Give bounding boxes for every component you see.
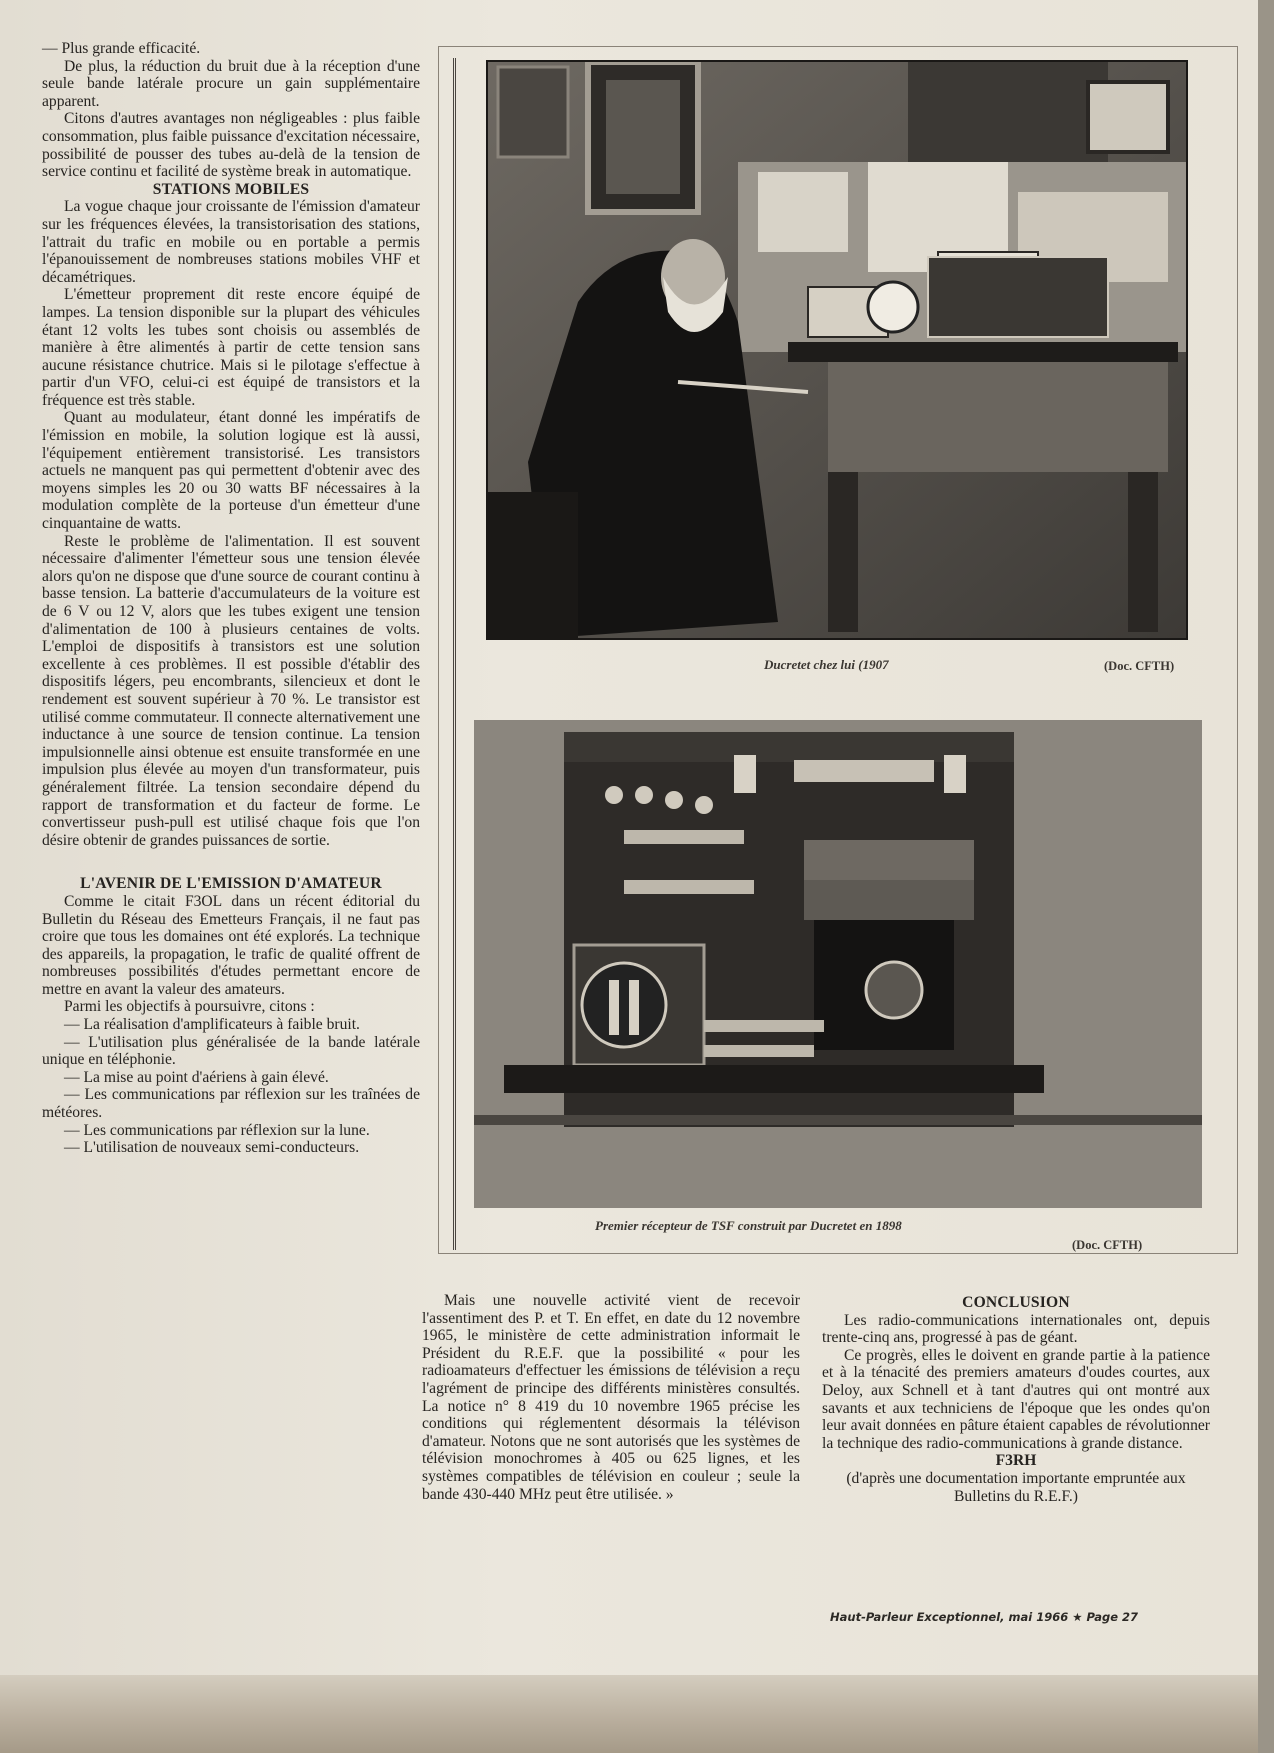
right-column (822, 1294, 1210, 1505)
heading-avenir: L'AVENIR DE L'EMISSION D'AMATEUR (80, 875, 382, 893)
heading-stations-mobiles: STATIONS MOBILES (152, 180, 310, 198)
objective-item: — Les communications par réflexion sur la lune. (64, 1121, 370, 1139)
conclusion-paragraph-2: Ce progrès, elles le doivent en grande partie à la patience et à la ténacité des premiers amateurs d'oudes courtes, aux Deloy, aux Schnell et à tant d'autres qui ont montré aux savants et aux techniciens de l'époque que les ondes qu'on leur avait données en pâture étaient capables de révolutionner la technique des radio-communications à grande distance. (822, 1346, 1210, 1452)
photo-receiver-illustration (474, 720, 1202, 1208)
mobiles-paragraph-1: La vogue chaque jour croissante de l'émission d'amateur sur les fréquences élevées, la transistorisation des stations, l'attrait du trafic en mobile ou en portable a permis l'épanouissement de nombreuses stations mobiles VHF et décamétriques. (42, 198, 420, 286)
objective-item: — L'utilisation de nouveaux semi-conducteurs. (64, 1139, 360, 1157)
photo2-credit: (Doc. CFTH) (1072, 1238, 1143, 1252)
photo-ducretet-illustration (488, 62, 1186, 638)
page-footer: Haut-Parleur Exceptionnel, mai 1966 ★ Page 27 (830, 1610, 1139, 1624)
avenir-paragraph-1: Comme le citait F3OL dans un récent éditorial du Bulletin du Réseau des Emetteurs Français, il ne faut pas croire que tous les domaines ont été explorés. La technique des appareils, la propagation, le trafic de qualité offrent de nombreuses possibilités d'études permettant encore de mettre en avant la valeur des amateurs. (42, 892, 420, 998)
page-edge (0, 1675, 1258, 1753)
source-attribution: (d'après une documentation importante empruntée aux Bulletins du R.E.F.) (846, 1469, 1186, 1505)
photo-ducretet-at-home (486, 60, 1188, 640)
mobiles-paragraph-3: Quant au modulateur, étant donné les impératifs de l'émission en mobile, la solution logique est là aussi, l'équipement entièrement transistorisé. Les transistors actuels ne manquent pas qui permettent d'obtenir avec des moyens simples les 20 ou 30 watts BF nécessaires à la modulation complète de la porteuse d'un émetteur d'une cinquantaine de watts. (42, 409, 420, 533)
objective-item: — La mise au point d'aériens à gain élevé. (64, 1068, 329, 1086)
avenir-paragraph-2: Parmi les objectifs à poursuivre, citons : (64, 998, 315, 1016)
column-rule (453, 58, 456, 1250)
mobiles-paragraph-2: L'émetteur proprement dit reste encore équipé de lampes. La tension disponible sur la plupart des véhicules étant 12 volts les tubes sont choisis ou assemblés de manière à être alimentés à partir de cette tension sans aucune résistance chutrice. Mais si le pilotage s'effectue à partir d'un VFO, celui-ci est équipé de transistors et la fréquence est très stable. (42, 286, 420, 409)
middle-column (422, 1292, 800, 1503)
intro-item: — Plus grande efficacité. (42, 40, 201, 57)
photo2-caption: Premier récepteur de TSF construit par Ducretet en 1898 (595, 1218, 902, 1233)
photo1-credit: (Doc. CFTH) (1104, 659, 1175, 673)
objective-item: — L'utilisation plus généralisée de la bande latérale unique en téléphonie. (42, 1033, 420, 1069)
photo-first-tsf-receiver (474, 720, 1202, 1208)
intro-paragraph-1: De plus, la réduction du bruit due à la réception d'une seule bande latérale procure un gain supplémentaire apparent. (42, 57, 420, 110)
objective-item: — La réalisation d'amplificateurs à faible bruit. (64, 1016, 360, 1034)
intro-paragraph-2: Citons d'autres avantages non négligeables : plus faible consommation, plus faible puissance d'excitation nécessaire, possibilité de pousser des tubes au-delà de la tension de service continu et facilité de système break in automatique. (42, 110, 420, 181)
conclusion-paragraph-1: Les radio-communications internationales ont, depuis trente-cinq ans, progressé à pas de géant. (822, 1311, 1210, 1347)
tv-amateur-paragraph: Mais une nouvelle activité vient de recevoir l'assentiment des P. et T. En effet, en date du 12 novembre 1965, le ministère de cette administration informait le Président du R.E.F. que la possibilité « pour les radioamateurs d'effectuer les émissions de télévision a reçu l'agrément de principe des différents ministères consultés. La notice n° 8 419 du 10 novembre 1965 précise les conditions qui réglementent désormais la télévison d'amateur. Notons que ne sont autorisés que les systèmes de télévision monochromes à 405 ou 625 lignes, et les systèmes compatibles de télévision en couleur ; seule la bande 430-440 MHz peut être utilisée. » (422, 1292, 800, 1503)
photo1-caption: Ducretet chez lui (1907 (764, 657, 889, 672)
objective-item: — Les communications par réflexion sur les traînées de météores. (42, 1086, 420, 1122)
author-signature: F3RH (995, 1452, 1037, 1470)
mobiles-paragraph-4: Reste le problème de l'alimentation. Il est souvent nécessaire d'alimenter l'émetteur sous une tension élevée alors qu'on ne dispose que d'une source de courant continu à basse tension. La batterie d'accumulateurs de la voiture est de 6 V ou 12 V, alors que les tubes exigent une tension d'alimentation de 100 à plusieurs centaines de volts. L'emploi de dispositifs à transistors est une solution excellente à ces problèmes. Il est possible d'établir des dispositifs légers, peu encombrants, silencieux et dont le rendement est souvent supérieur à 70 %. Le transistor est utilisé comme commutateur. Il connecte alternativement une inductance à une source de tension continue. La tension impulsionnelle ainsi obtenue est ensuite transformée en une impulsion plus élevée au moyen d'un transformateur, puis généralement filtrée. La tension secondaire dépend du rapport de transformation et du facteur de forme. Le convertisseur push-pull est utilisé chaque fois que l'on désire obtenir de grandes puissances de sortie. (42, 532, 420, 849)
heading-conclusion: CONCLUSION (962, 1294, 1070, 1311)
left-column (42, 40, 420, 1157)
